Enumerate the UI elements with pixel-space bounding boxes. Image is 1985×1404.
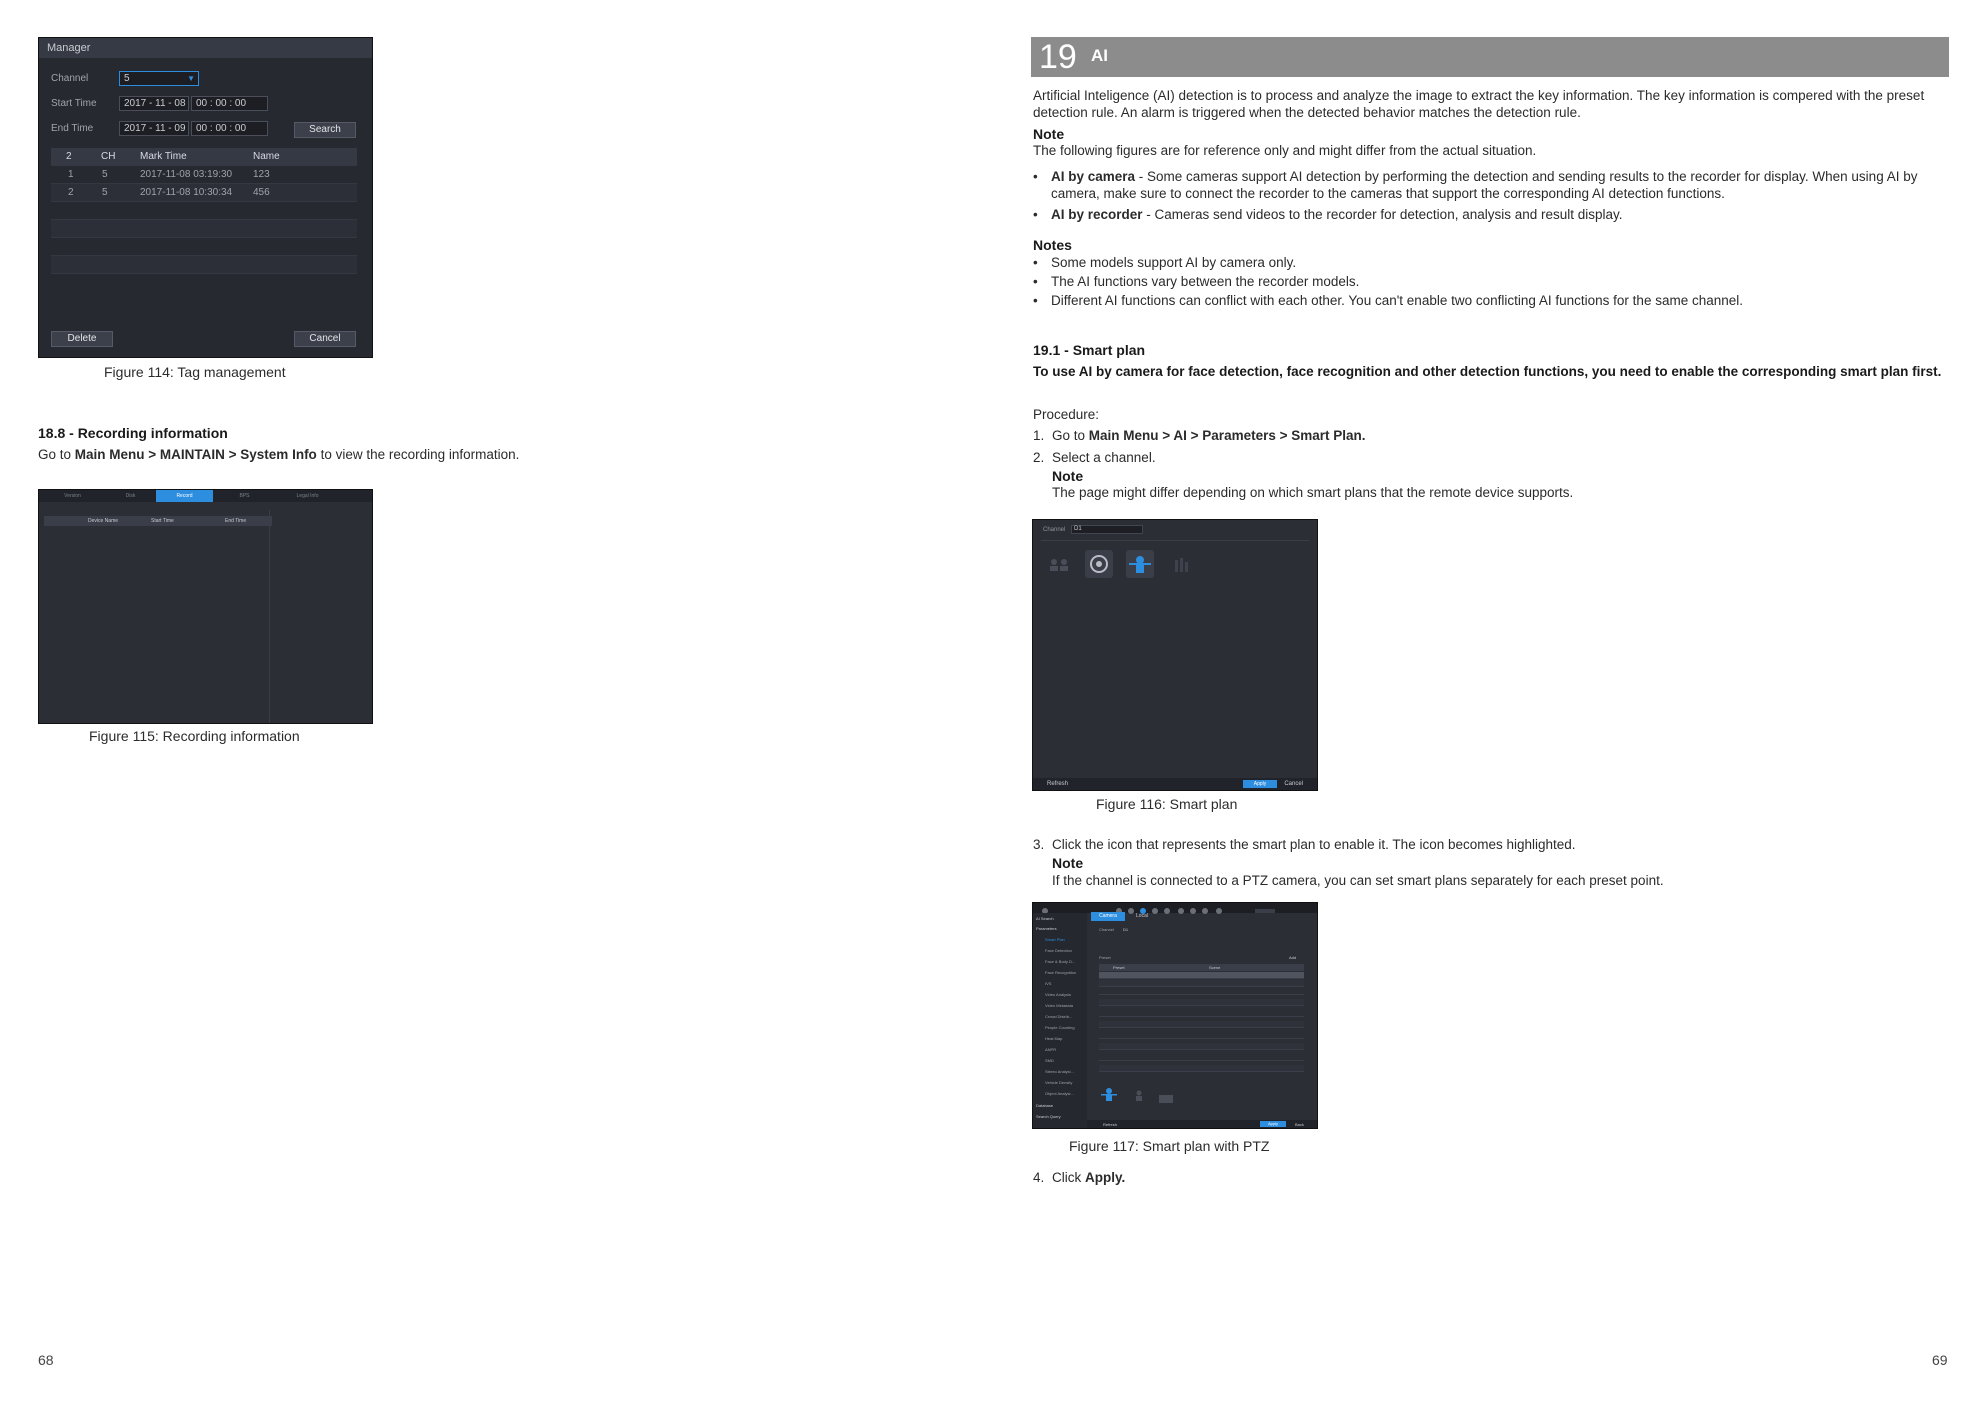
table-row-empty	[51, 220, 357, 238]
col-name: Name	[253, 151, 280, 162]
tab-camera[interactable]: Camera	[1091, 912, 1125, 921]
table-row-empty	[51, 202, 357, 220]
divider	[269, 510, 270, 723]
text-run: Go to	[38, 447, 75, 462]
table-row-empty	[1099, 1021, 1304, 1028]
sidebar-item[interactable]: People Counting	[1045, 1025, 1075, 1030]
figure-caption: Figure 116: Smart plan	[1096, 796, 1238, 812]
bullet-term: AI by camera	[1051, 169, 1136, 184]
window-title: Manager	[39, 38, 372, 58]
step-number: 2.	[1033, 450, 1045, 465]
bullet-dot: •	[1033, 274, 1038, 289]
table-row-empty	[1099, 1010, 1304, 1017]
sidebar-group-parameters[interactable]: Parameters	[1036, 926, 1057, 931]
subsection-heading: 19.1 - Smart plan	[1033, 342, 1146, 358]
step-3-note-label: Note	[1052, 855, 1084, 871]
sidebar-group-database[interactable]: Database	[1036, 1103, 1054, 1108]
tag-management-screenshot	[38, 37, 373, 358]
tag-table	[51, 148, 357, 274]
apply-button[interactable]: Apply	[1243, 780, 1277, 788]
tab-local[interactable]: Local	[1136, 913, 1148, 919]
list-item	[1033, 206, 1951, 224]
sidebar	[1033, 913, 1087, 1128]
start-date-field[interactable]: 2017 - 11 - 08	[119, 96, 189, 111]
table-row[interactable]	[1099, 980, 1304, 987]
refresh-button[interactable]: Refresh	[1047, 781, 1069, 787]
step-2-note: The page might differ depending on which smart plans that the remote device supports.	[1052, 485, 1574, 500]
row-name: 123	[253, 169, 270, 180]
subsection-lead: To use AI by camera for face detection, face recognition and other detection functions, you need to enable the corresponding smart plan first.	[1033, 364, 1942, 379]
text-run: Click	[1052, 1170, 1085, 1185]
bullet-dot: •	[1033, 293, 1038, 308]
bullet-text: The AI functions vary between the recorder models.	[1051, 274, 1360, 289]
step-text: Click the icon that represents the smart plan to enable it. The icon becomes highlighted.	[1052, 837, 1576, 852]
tab-record[interactable]: Record	[156, 490, 213, 502]
face-recognition-plan-icon[interactable]	[1085, 550, 1113, 578]
add-button[interactable]: Add	[1289, 955, 1297, 960]
ivs-plan-icon[interactable]	[1101, 1086, 1117, 1107]
step-text	[1052, 1169, 1125, 1186]
footer-bar	[1033, 778, 1317, 790]
channel-label: Channel	[1099, 927, 1114, 932]
table-row-empty	[1099, 999, 1304, 1006]
col-device-name: Device Name	[88, 518, 119, 524]
sidebar-item-smart-plan[interactable]: Smart Plan	[1045, 937, 1065, 942]
step-text	[1052, 427, 1366, 444]
table-row[interactable]	[1099, 972, 1304, 979]
step-number: 1.	[1033, 428, 1045, 443]
tab-bar	[39, 490, 372, 502]
sidebar-item[interactable]: Object Analysi...	[1045, 1091, 1074, 1096]
table-header	[44, 516, 272, 526]
top-toolbar	[1033, 903, 1317, 913]
cancel-button[interactable]: Cancel	[294, 331, 356, 347]
apply-button[interactable]: Apply	[1260, 1121, 1286, 1127]
bullet-dot: •	[1033, 207, 1038, 222]
smart-plan-screenshot	[1032, 519, 1318, 791]
back-button[interactable]: Back	[1295, 1122, 1304, 1127]
col-select-count: 2	[66, 151, 72, 162]
table-row-empty	[51, 238, 357, 256]
end-time-label: End Time	[51, 123, 94, 134]
bullet-text	[1051, 168, 1951, 202]
row-mark-time: 2017-11-08 10:30:34	[140, 187, 233, 198]
note-text: The following figures are for reference only and might differ from the actual situation.	[1033, 143, 1537, 158]
step-number: 3.	[1033, 837, 1045, 852]
sidebar-item[interactable]: Vehicle Density	[1045, 1080, 1073, 1085]
chapter-header	[1031, 37, 1949, 77]
face-detection-plan-icon[interactable]	[1045, 550, 1073, 578]
channel-value: 5	[124, 73, 130, 84]
col-start-time: Start Time	[151, 518, 174, 524]
menu-path: Main Menu > AI > Parameters > Smart Plan.	[1088, 428, 1366, 443]
bullet-dot: •	[1033, 255, 1038, 270]
start-time-field[interactable]: 00 : 00 : 00	[191, 96, 268, 111]
sidebar-item[interactable]: Face Recognition	[1045, 970, 1077, 975]
figure-caption: Figure 117: Smart plan with PTZ	[1069, 1138, 1270, 1154]
delete-button[interactable]: Delete	[51, 331, 113, 347]
table-row-empty	[1099, 988, 1304, 995]
channel-label: Channel	[1043, 527, 1066, 533]
people-counting-plan-icon[interactable]	[1133, 1088, 1145, 1106]
sidebar-group-search-query[interactable]: Search Query	[1036, 1114, 1061, 1119]
sidebar-item[interactable]: SMD	[1045, 1058, 1054, 1063]
notes-label: Notes	[1033, 237, 1072, 253]
col-mark-time: Mark Time	[140, 151, 187, 162]
step-text: Select a channel.	[1052, 450, 1156, 465]
col-preset: Preset	[1113, 965, 1125, 970]
bullet-text	[1051, 206, 1623, 223]
bullet-text: Some models support AI by camera only.	[1051, 255, 1297, 270]
channel-label: Channel	[51, 73, 89, 84]
bullet-dot: •	[1033, 169, 1038, 184]
table-header	[51, 148, 357, 166]
sidebar-item[interactable]: Face Detection	[1045, 948, 1072, 953]
row-ch: 5	[102, 169, 108, 180]
row-index: 2	[68, 187, 74, 198]
text-run: to view the recording information.	[316, 447, 520, 462]
table-header	[1099, 964, 1304, 971]
tab-bps[interactable]: BPS	[239, 493, 250, 499]
bullet-term: AI by recorder	[1051, 207, 1143, 222]
sidebar-item[interactable]: Video Metadata	[1045, 1003, 1073, 1008]
col-ch: CH	[101, 151, 116, 162]
bullet-desc: - Cameras send videos to the recorder for detection, analysis and result display.	[1142, 207, 1623, 222]
sidebar-group-ai-search[interactable]: AI Search	[1036, 916, 1054, 921]
divider	[1041, 540, 1309, 541]
tab-legal-info[interactable]: Legal Info	[296, 493, 319, 499]
refresh-button[interactable]: Refresh	[1103, 1122, 1118, 1127]
sidebar-item[interactable]: IVS	[1045, 981, 1052, 986]
section-text	[38, 446, 519, 463]
figure-caption: Figure 114: Tag management	[104, 364, 286, 380]
table-row[interactable]	[51, 184, 357, 202]
people-counting-plan-icon[interactable]	[1167, 550, 1195, 578]
note-label: Note	[1033, 126, 1065, 142]
chapter-number: 19	[1039, 38, 1077, 76]
row-ch: 5	[102, 187, 108, 198]
chapter-title: AI	[1091, 46, 1108, 65]
procedure-label: Procedure:	[1033, 407, 1100, 422]
search-button[interactable]: Search	[294, 122, 356, 138]
recording-information-screenshot	[38, 489, 373, 724]
cancel-button[interactable]: Cancel	[1284, 781, 1303, 787]
heat-map-plan-icon[interactable]	[1159, 1090, 1173, 1108]
step-number: 4.	[1033, 1170, 1045, 1185]
end-time-field[interactable]: 00 : 00 : 00	[191, 121, 268, 136]
table-row-empty	[51, 256, 357, 274]
page-number: 68	[38, 1352, 54, 1368]
channel-select[interactable]: D1	[1123, 927, 1129, 932]
bullet-desc: - Some cameras support AI detection by performing the detection and sending results to the recorder for display. When using AI by camera, make sure to connect the recorder to the cameras that support the corresponding AI detection functions.	[1051, 169, 1918, 201]
sidebar-item[interactable]: ANPR	[1045, 1047, 1057, 1052]
figure-caption: Figure 115: Recording information	[89, 728, 300, 744]
channel-select[interactable]	[119, 71, 199, 86]
start-time-label: Start Time	[51, 98, 97, 109]
tab-version[interactable]: Version	[64, 493, 81, 499]
table-row-empty	[1099, 1032, 1304, 1039]
tab-disk[interactable]: Disk	[125, 493, 136, 499]
footer-bar	[1087, 1120, 1317, 1128]
row-index: 1	[68, 169, 74, 180]
preset-label: Preset	[1099, 955, 1111, 960]
col-scene: Scene	[1209, 965, 1221, 970]
menu-path: Main Menu > MAINTAIN > System Info	[74, 447, 317, 462]
table-row-empty	[1099, 1065, 1304, 1072]
channel-select[interactable]: D1	[1071, 525, 1143, 534]
sidebar-item[interactable]: Stereo Analysi...	[1045, 1069, 1074, 1074]
sidebar-item[interactable]: Crowd Distrib...	[1045, 1014, 1073, 1019]
row-mark-time: 2017-11-08 03:19:30	[140, 169, 233, 180]
ivs-plan-icon[interactable]	[1126, 550, 1154, 578]
sidebar-item[interactable]: Heat Map	[1045, 1036, 1063, 1041]
row-name: 456	[253, 187, 270, 198]
section-heading: 18.8 - Recording information	[38, 425, 228, 441]
sidebar-item[interactable]: Face & Body D...	[1045, 959, 1076, 964]
chevron-down-icon: ▼	[187, 74, 195, 83]
smart-plan-ptz-screenshot	[1032, 902, 1318, 1129]
col-end-time: End Time	[225, 518, 247, 524]
end-date-field[interactable]: 2017 - 11 - 09	[119, 121, 189, 136]
table-row-empty	[1099, 1054, 1304, 1061]
button-reference: Apply.	[1085, 1170, 1126, 1185]
table-row-empty	[1099, 1043, 1304, 1050]
step-3-note: If the channel is connected to a PTZ camera, you can set smart plans separately for each preset point.	[1052, 873, 1664, 888]
text-run: Go to	[1052, 428, 1089, 443]
intro-paragraph: Artificial Inteligence (AI) detection is to process and analyze the image to extract the key information. The key information is compered with the preset detection rule. An alarm is triggered when the detected behavior matches the detection rule.	[1033, 88, 1925, 120]
sidebar-item[interactable]: Video Analysis	[1045, 992, 1071, 997]
table-row[interactable]	[51, 166, 357, 184]
bullet-text: Different AI functions can conflict with each other. You can't enable two conflicting AI functions for the same channel.	[1051, 293, 1744, 308]
page-number: 69	[1932, 1352, 1948, 1368]
step-2-note-label: Note	[1052, 468, 1084, 484]
list-item	[1033, 168, 1951, 204]
